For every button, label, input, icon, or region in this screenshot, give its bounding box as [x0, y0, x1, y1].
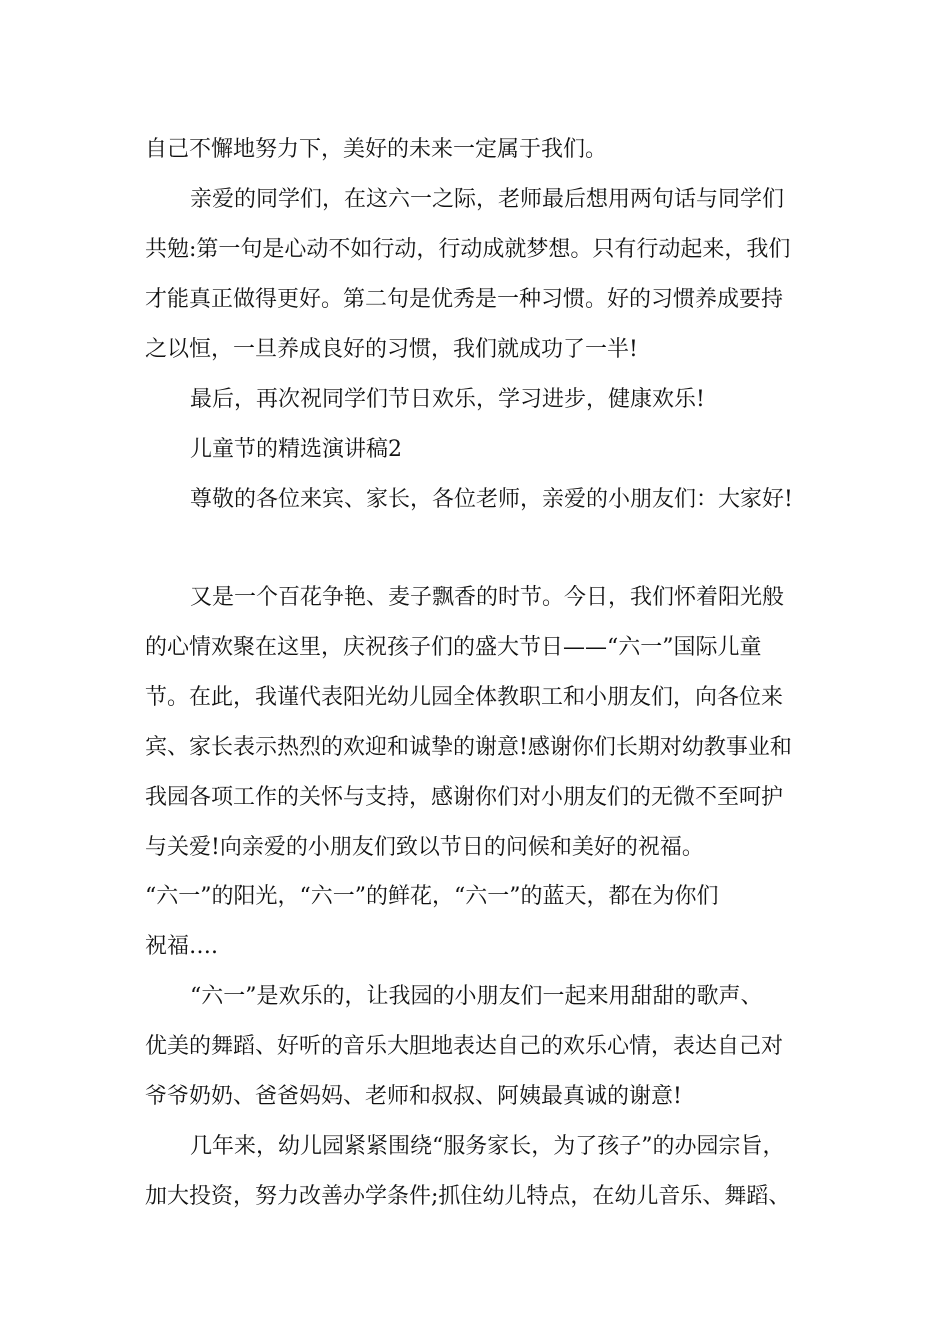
greeting-line: 尊敬的各位来宾、家长，各位老师，亲爱的小朋友们：大家好! — [190, 487, 793, 512]
paragraph-line: “六一”是欢乐的，让我园的小朋友们一起来用甜甜的歌声、 — [190, 984, 763, 1009]
paragraph-line: 共勉:第一句是心动不如行动，行动成就梦想。只有行动起来，我们 — [145, 237, 791, 262]
paragraph-line: 我园各项工作的关怀与支持，感谢你们对小朋友们的无微不至呵护 — [145, 785, 784, 810]
paragraph-line: 祝福…. — [145, 934, 218, 959]
paragraph-line: 之以恒，一旦养成良好的习惯，我们就成功了一半! — [145, 337, 638, 362]
paragraph-line: 的心情欢聚在这里，庆祝孩子们的盛大节日——“六一”国际儿童 — [145, 635, 762, 660]
paragraph-line: 宾、家长表示热烈的欢迎和诚挚的谢意!感谢你们长期对幼教事业和 — [145, 735, 792, 760]
paragraph-line: 优美的舞蹈、好听的音乐大胆地表达自己的欢乐心情，表达自己对 — [145, 1034, 784, 1059]
paragraph-line: 爷爷奶奶、爸爸妈妈、老师和叔叔、阿姨最真诚的谢意! — [145, 1084, 682, 1109]
paragraph-line: 加大投资，努力改善办学条件;抓住幼儿特点，在幼儿音乐、舞蹈、 — [145, 1184, 791, 1209]
paragraph-line: 节。在此，我谨代表阳光幼儿园全体教职工和小朋友们，向各位来 — [145, 685, 784, 710]
paragraph-line: 最后，再次祝同学们节日欢乐，学习进步，健康欢乐! — [190, 387, 705, 412]
paragraph-line: 又是一个百花争艳、麦子飘香的时节。今日，我们怀着阳光般 — [190, 585, 785, 610]
paragraph-line: 自己不懈地努力下，美好的未来一定属于我们。 — [145, 137, 608, 162]
paragraph-line: “六一”的阳光，“六一”的鲜花，“六一”的蓝天，都在为你们 — [145, 884, 719, 909]
paragraph-line: 与关爱!向亲爱的小朋友们致以节日的问候和美好的祝福。 — [145, 835, 704, 860]
paragraph-line: 亲爱的同学们，在这六一之际，老师最后想用两句话与同学们 — [190, 187, 785, 212]
paragraph-line: 几年来，幼儿园紧紧围绕“服务家长，为了孩子”的办园宗旨， — [190, 1134, 785, 1159]
section-heading: 儿童节的精选演讲稿2 — [190, 437, 402, 462]
paragraph-line: 才能真正做得更好。第二句是优秀是一种习惯。好的习惯养成要持 — [145, 287, 784, 312]
